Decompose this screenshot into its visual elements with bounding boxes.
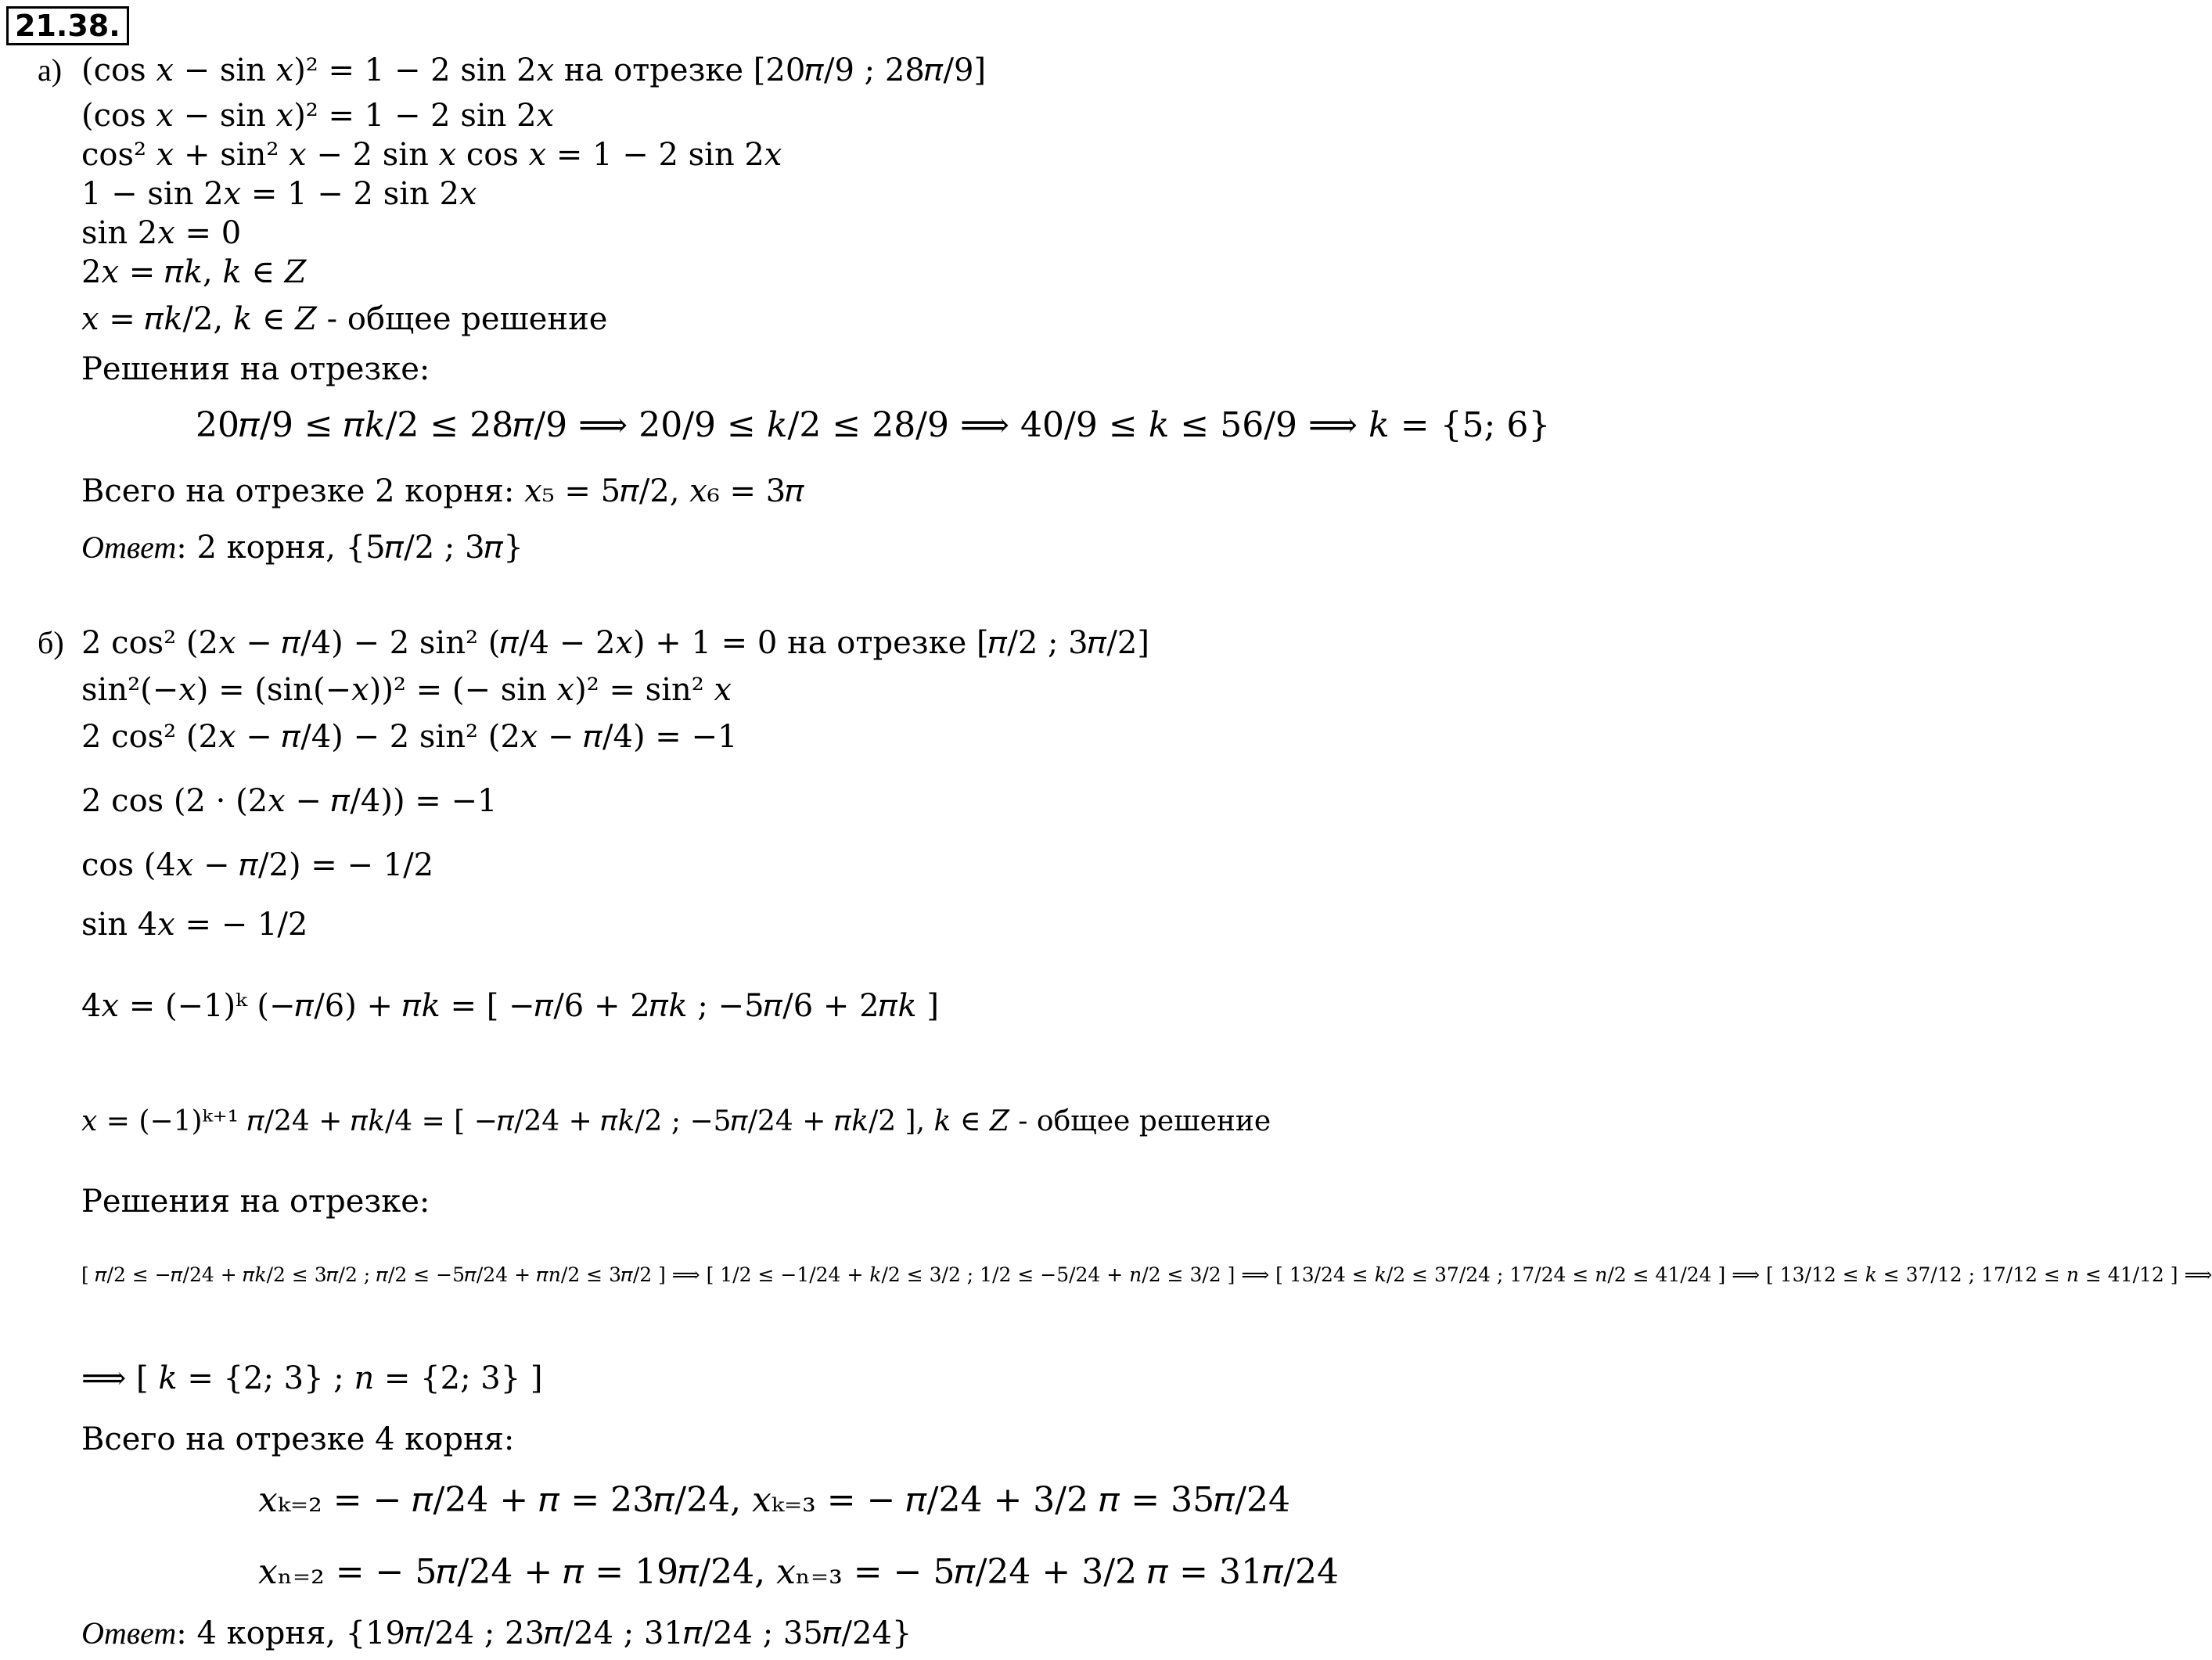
answer-label: Ответ <box>81 530 177 565</box>
part-a-line-5: sin 2𝑥 = 0 <box>81 215 242 251</box>
part-b-answer <box>81 1615 912 1652</box>
part-b-line-13: 𝑥ₖ₌₂ = − 𝜋/24 + 𝜋 = 23𝜋/24, 𝑥ₖ₌₃ = − 𝜋/24 + 3/2 𝜋 = 35𝜋/24 <box>258 1480 1291 1520</box>
part-b-line-4: 2 cos (2 · (2𝑥 − 𝜋/4)) = −1 <box>81 783 498 819</box>
part-b-line-12: Всего на отрезке 4 корня: <box>81 1421 515 1457</box>
part-b-line-1: 2 cos² (2𝑥 − 𝜋/4) − 2 sin² (𝜋/4 − 2𝑥) + 1 = 0 на отрезке [𝜋/2 ; 3𝜋/2] <box>81 625 1149 661</box>
part-a-line-1: (cos 𝑥 − sin 𝑥)² = 1 − 2 sin 2𝑥 на отрезке [20𝜋/9 ; 28𝜋/9] <box>81 52 987 88</box>
part-a-line-10: Всего на отрезке 2 корня: 𝑥₅ = 5𝜋/2, 𝑥₆ = 3𝜋 <box>81 473 804 509</box>
part-a-line-2: (cos 𝑥 − sin 𝑥)² = 1 − 2 sin 2𝑥 <box>81 98 555 134</box>
part-b-line-3: 2 cos² (2𝑥 − 𝜋/4) − 2 sin² (2𝑥 − 𝜋/4) = −1 <box>81 719 738 755</box>
task-number: 21.38. <box>6 6 129 45</box>
part-a-answer <box>81 529 523 566</box>
part-b-line-2: sin²(−𝑥) = (sin(−𝑥))² = (− sin 𝑥)² = sin² 𝑥 <box>81 672 732 708</box>
answer-label: Ответ <box>81 1615 177 1651</box>
answer-text: : 2 корня, {5𝜋/2 ; 3𝜋} <box>176 530 523 566</box>
part-a-line-3: cos² 𝑥 + sin² 𝑥 − 2 sin 𝑥 cos 𝑥 = 1 − 2 sin 2𝑥 <box>81 137 782 173</box>
part-b-line-9: Решения на отрезке: <box>81 1184 430 1220</box>
part-b-line-8: 𝑥 = (−1)ᵏ⁺¹ 𝜋/24 + 𝜋𝑘/4 = [ −𝜋/24 + 𝜋𝑘/2 ; −5𝜋/24 + 𝜋𝑘/2 ], 𝑘 ∈ 𝑍 - общее решение <box>81 1105 1271 1137</box>
part-a-label: а) <box>38 52 63 88</box>
part-b-line-6: sin 4𝑥 = − 1/2 <box>81 907 308 943</box>
part-b-line-14: 𝑥ₙ₌₂ = − 5𝜋/24 + 𝜋 = 19𝜋/24, 𝑥ₙ₌₃ = − 5𝜋/24 + 3/2 𝜋 = 31𝜋/24 <box>258 1552 1339 1592</box>
part-b-line-10: [ 𝜋/2 ≤ −𝜋/24 + 𝜋𝑘/2 ≤ 3𝜋/2 ; 𝜋/2 ≤ −5𝜋/24 + 𝜋𝑛/2 ≤ 3𝜋/2 ] ⟹ [ 1/2 ≤ −1/24 + 𝑘/2 ≤ 3/2 ; 1/2 ≤ −5/24 + 𝑛/2 ≤ 3/2 ] ⟹ [ 13/24 ≤ 𝑘/2 ≤ 37/24 ; 17/24 ≤ 𝑛/2 ≤ 41/24 ] ⟹ [ 13/12 ≤ 𝑘 ≤ 37/12 ; 17/12 ≤ 𝑛 ≤ 41/12 ] ⟹ <box>81 1263 2212 1286</box>
part-a-line-4: 1 − sin 2𝑥 = 1 − 2 sin 2𝑥 <box>81 176 477 212</box>
answer-text: : 4 корня, {19𝜋/24 ; 23𝜋/24 ; 31𝜋/24 ; 35𝜋/24} <box>176 1615 912 1651</box>
part-b-label: б) <box>38 625 64 660</box>
part-b-line-11: ⟹ [ 𝑘 = {2; 3} ; 𝑛 = {2; 3} ] <box>81 1360 543 1396</box>
part-a-line-9: 20𝜋/9 ≤ 𝜋𝑘/2 ≤ 28𝜋/9 ⟹ 20/9 ≤ 𝑘/2 ≤ 28/9 ⟹ 40/9 ≤ 𝑘 ≤ 56/9 ⟹ 𝑘 = {5; 6} <box>196 405 1551 445</box>
part-b-line-7: 4𝑥 = (−1)ᵏ (−𝜋/6) + 𝜋𝑘 = [ −𝜋/6 + 2𝜋𝑘 ; −5𝜋/6 + 2𝜋𝑘 ] <box>81 988 939 1024</box>
part-a-line-6: 2𝑥 = 𝜋𝑘, 𝑘 ∈ 𝑍 <box>81 254 307 290</box>
part-b-line-5: cos (4𝑥 − 𝜋/2) = − 1/2 <box>81 847 434 883</box>
part-a-line-7: 𝑥 = 𝜋𝑘/2, 𝑘 ∈ 𝑍 - общее решение <box>81 301 608 337</box>
part-a-line-8: Решения на отрезке: <box>81 351 430 387</box>
